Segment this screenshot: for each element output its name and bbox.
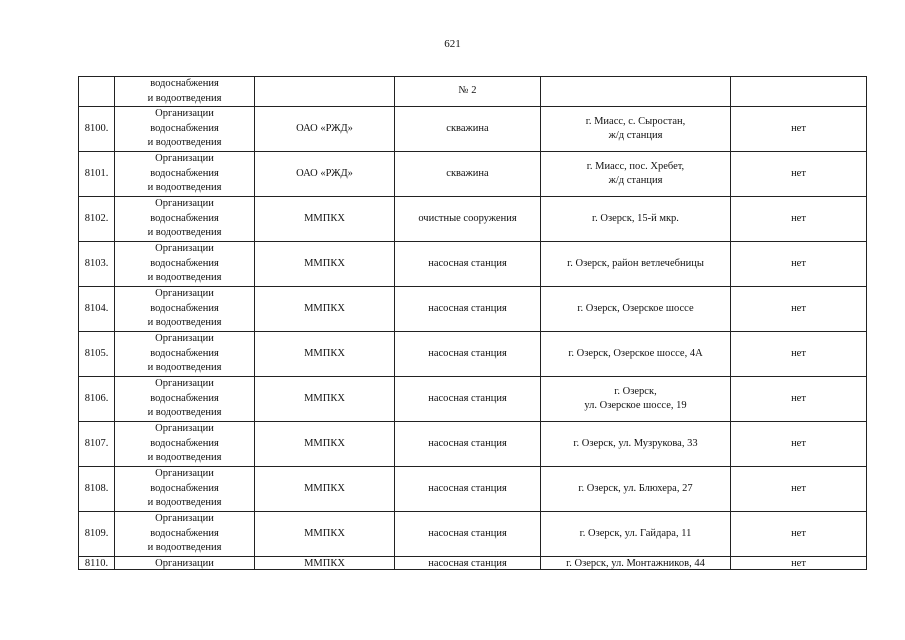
organization-type-cell (115, 287, 255, 332)
table-row (79, 197, 867, 242)
organization-type-cell-line: водоснабжения (150, 78, 219, 89)
organization-type-cell-line: и водоотведения (147, 407, 222, 419)
organization-type-cell (115, 422, 255, 467)
organization-type-cell-line: и водоотведения (147, 452, 222, 464)
registry-table-body (79, 77, 867, 570)
object-cell: насосная станция (395, 422, 541, 467)
note-cell: нет (731, 557, 867, 570)
note-cell: нет (731, 242, 867, 287)
organization-type-cell-line: Организации (155, 243, 214, 255)
object-cell: № 2 (395, 77, 541, 107)
organization-type-cell-line: водоснабжения (150, 257, 219, 269)
note-cell: нет (731, 377, 867, 422)
organization-type-cell (115, 152, 255, 197)
organization-type-cell (115, 467, 255, 512)
organization-type-cell-line: водоснабжения (150, 527, 219, 539)
table-row (79, 512, 867, 557)
address-cell (541, 197, 731, 242)
organization-type-cell-line: Организации (155, 333, 214, 345)
row-number-cell: 8102. (79, 197, 115, 242)
address-cell (541, 152, 731, 197)
organization-type-cell-line: Организации (155, 513, 214, 525)
address-cell-line: г. Миасс, с. Сыростан, (585, 115, 686, 127)
note-cell: нет (731, 107, 867, 152)
owner-cell (255, 77, 395, 107)
table-row (79, 107, 867, 152)
organization-type-cell-line: и водоотведения (147, 137, 222, 149)
organization-type-cell-line: водоснабжения (150, 167, 219, 179)
object-cell: очистные сооружения (395, 197, 541, 242)
organization-type-cell-line: Организации (155, 557, 214, 569)
organization-type-cell (115, 512, 255, 557)
address-cell-line: ж/д станция (608, 175, 663, 186)
table-row (79, 422, 867, 467)
address-cell (541, 107, 731, 152)
owner-cell: ОАО «РЖД» (255, 152, 395, 197)
owner-cell: ММПКХ (255, 287, 395, 332)
note-cell: нет (731, 422, 867, 467)
row-number-cell: 8104. (79, 287, 115, 332)
row-number-cell: 8101. (79, 152, 115, 197)
owner-cell: ОАО «РЖД» (255, 107, 395, 152)
organization-type-cell (115, 77, 255, 107)
organization-type-cell-line: и водоотведения (147, 182, 222, 194)
organization-type-cell (115, 197, 255, 242)
organization-type-cell-line: Организации (155, 198, 214, 210)
table-row (79, 467, 867, 512)
address-cell-line: ж/д станция (608, 130, 663, 141)
registry-table (78, 76, 867, 570)
address-cell-line: г. Миасс, пос. Хребет, (586, 160, 685, 172)
table-row (79, 332, 867, 377)
organization-type-cell-line: и водоотведения (147, 497, 222, 509)
organization-type-cell-line: водоснабжения (150, 347, 219, 359)
object-cell: скважина (395, 107, 541, 152)
address-cell (541, 287, 731, 332)
organization-type-cell (115, 332, 255, 377)
organization-type-cell-line: водоснабжения (150, 212, 219, 224)
note-cell: нет (731, 152, 867, 197)
organization-type-cell-line: Организации (155, 423, 214, 435)
address-cell-line: г. Озерск, (614, 385, 657, 397)
address-cell-line: г. Озерск, Озерское шоссе (577, 302, 694, 314)
note-cell: нет (731, 332, 867, 377)
address-cell (541, 557, 731, 570)
note-cell: нет (731, 512, 867, 557)
row-number-cell: 8110. (79, 557, 115, 570)
organization-type-cell-line: Организации (155, 288, 214, 300)
address-cell-line: г. Озерск, ул. Блюхера, 27 (578, 482, 693, 494)
organization-type-cell-line: и водоотведения (147, 227, 222, 239)
object-cell: насосная станция (395, 332, 541, 377)
object-cell: насосная станция (395, 377, 541, 422)
address-cell-line: г. Озерск, ул. Гайдара, 11 (579, 527, 692, 539)
organization-type-cell-line: водоснабжения (150, 122, 219, 134)
organization-type-cell-line: водоснабжения (150, 482, 219, 494)
note-cell: нет (731, 197, 867, 242)
organization-type-cell-line: Организации (155, 378, 214, 390)
table-row (79, 242, 867, 287)
object-cell: насосная станция (395, 512, 541, 557)
owner-cell: ММПКХ (255, 242, 395, 287)
table-row (79, 287, 867, 332)
row-number-cell: 8109. (79, 512, 115, 557)
address-cell (541, 242, 731, 287)
address-cell (541, 377, 731, 422)
table-row (79, 77, 867, 107)
object-cell: скважина (395, 152, 541, 197)
address-cell (541, 422, 731, 467)
note-cell: нет (731, 467, 867, 512)
address-cell (541, 512, 731, 557)
owner-cell: ММПКХ (255, 377, 395, 422)
note-cell: нет (731, 287, 867, 332)
page-number: 621 (444, 38, 461, 50)
owner-cell: ММПКХ (255, 197, 395, 242)
address-cell (541, 332, 731, 377)
row-number-cell: 8108. (79, 467, 115, 512)
organization-type-cell (115, 377, 255, 422)
object-cell: насосная станция (395, 467, 541, 512)
organization-type-cell (115, 557, 255, 570)
address-cell-line: г. Озерск, ул. Музрукова, 33 (573, 437, 698, 449)
address-cell-line: г. Озерск, 15-й мкр. (592, 212, 679, 224)
row-number-cell: 8103. (79, 242, 115, 287)
object-cell: насосная станция (395, 242, 541, 287)
row-number-cell: 8105. (79, 332, 115, 377)
address-cell-line: г. Озерск, ул. Монтажников, 44 (566, 557, 705, 569)
address-cell-line: ул. Озерское шоссе, 19 (584, 400, 687, 411)
organization-type-cell-line: водоснабжения (150, 437, 219, 449)
organization-type-cell-line: Организации (155, 108, 214, 120)
owner-cell: ММПКХ (255, 557, 395, 570)
organization-type-cell-line: водоснабжения (150, 302, 219, 314)
address-cell (541, 467, 731, 512)
note-cell (731, 77, 867, 107)
organization-type-cell-line: и водоотведения (147, 92, 222, 104)
object-cell: насосная станция (395, 287, 541, 332)
address-cell-line: г. Озерск, Озерское шоссе, 4А (568, 347, 703, 359)
address-cell (541, 77, 731, 107)
object-cell: насосная станция (395, 557, 541, 570)
address-cell-line: г. Озерск, район ветлечебницы (567, 257, 704, 269)
organization-type-cell (115, 107, 255, 152)
organization-type-cell-line: Организации (155, 468, 214, 480)
owner-cell: ММПКХ (255, 422, 395, 467)
organization-type-cell-line: и водоотведения (147, 362, 222, 374)
organization-type-cell-line: и водоотведения (147, 317, 222, 329)
organization-type-cell-line: и водоотведения (147, 542, 222, 554)
row-number-cell (79, 77, 115, 107)
owner-cell: ММПКХ (255, 467, 395, 512)
row-number-cell: 8107. (79, 422, 115, 467)
table-row (79, 152, 867, 197)
row-number-cell: 8106. (79, 377, 115, 422)
table-row (79, 557, 867, 570)
table-row (79, 377, 867, 422)
organization-type-cell (115, 242, 255, 287)
owner-cell: ММПКХ (255, 512, 395, 557)
organization-type-cell-line: и водоотведения (147, 272, 222, 284)
organization-type-cell-line: водоснабжения (150, 392, 219, 404)
row-number-cell: 8100. (79, 107, 115, 152)
owner-cell: ММПКХ (255, 332, 395, 377)
organization-type-cell-line: Организации (155, 153, 214, 165)
